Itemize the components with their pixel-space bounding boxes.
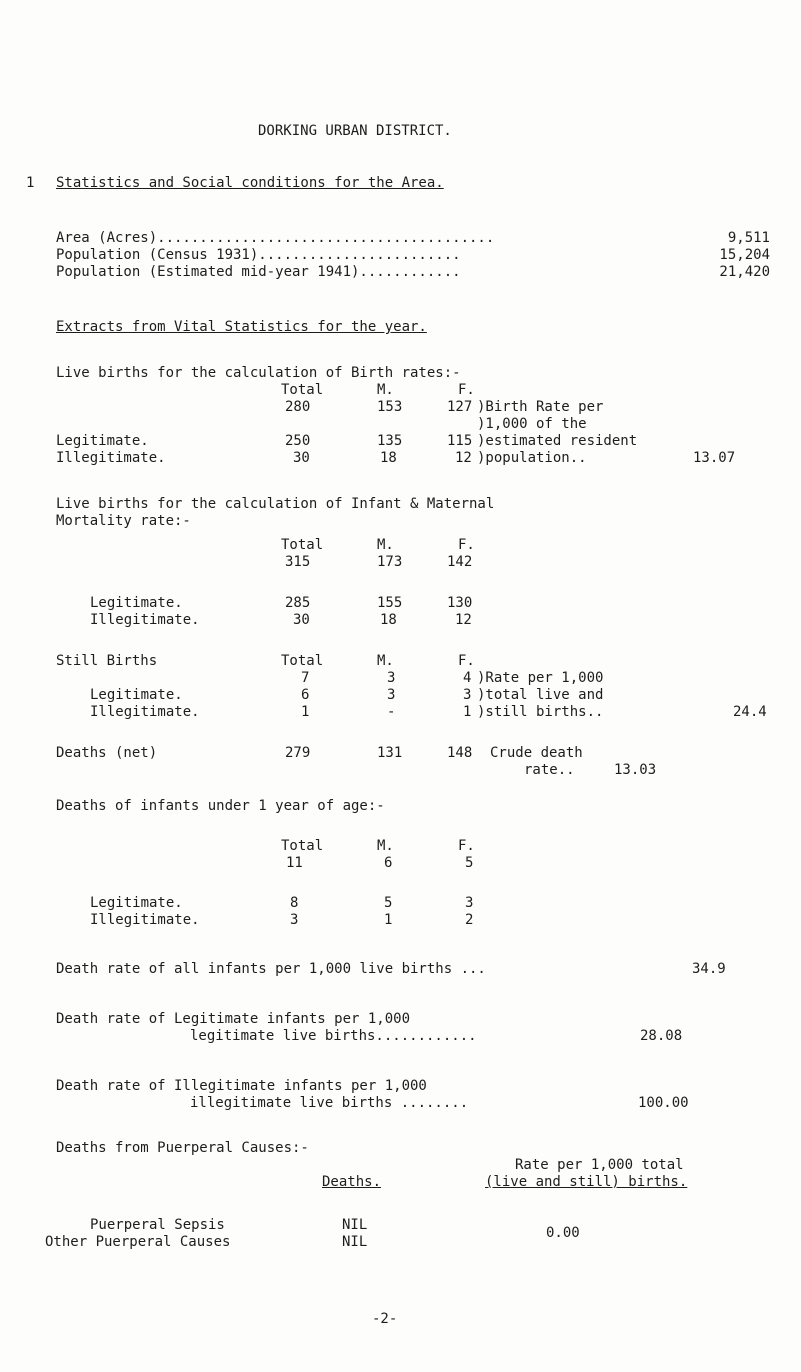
mortality-row-total: 285 bbox=[285, 595, 311, 611]
mortality-total-total: 315 bbox=[285, 554, 311, 570]
population-estimated-label: Population (Estimated mid-year 1941)............ bbox=[56, 264, 461, 280]
birth-row-total: 250 bbox=[285, 433, 311, 449]
birth-row-m: 135 bbox=[377, 433, 403, 449]
birth-row-f: 115 bbox=[447, 433, 473, 449]
illegitimate-rate-label: Death rate of Illegitimate infants per 1,000 bbox=[56, 1078, 427, 1094]
infant-row-total: 3 bbox=[290, 912, 299, 928]
population-estimated-value: 21,420 bbox=[719, 264, 770, 280]
still-note-line: )Rate per 1,000 bbox=[477, 670, 604, 686]
still-note-line: )total live and bbox=[477, 687, 604, 703]
infant-deaths-intro: Deaths of infants under 1 year of age:- bbox=[56, 798, 385, 814]
puerperal-rate-header: (live and still) births. bbox=[485, 1174, 688, 1190]
deaths-label: Deaths (net) bbox=[56, 745, 158, 761]
mortality-header-m: M. bbox=[377, 537, 394, 553]
infant-row-m: 1 bbox=[384, 912, 393, 928]
section-number: 1 bbox=[26, 175, 35, 191]
deaths-f: 148 bbox=[447, 745, 473, 761]
mortality-row-label: Legitimate. bbox=[90, 595, 183, 611]
population-census-value: 15,204 bbox=[719, 247, 770, 263]
birth-note-line: )estimated resident bbox=[477, 433, 638, 449]
mortality-row-f: 12 bbox=[455, 612, 472, 628]
birth-rate-value: 13.07 bbox=[693, 450, 736, 466]
mortality-row-f: 130 bbox=[447, 595, 473, 611]
mortality-row-total: 30 bbox=[293, 612, 310, 628]
still-header-f: F. bbox=[458, 653, 475, 669]
area-value: 9,511 bbox=[727, 230, 770, 246]
infant-row-f: 3 bbox=[465, 895, 474, 911]
birth-rates-intro: Live births for the calculation of Birth rates:- bbox=[56, 365, 461, 381]
page-number: -2- bbox=[372, 1311, 398, 1327]
mortality-intro: Live births for the calculation of Infant & Maternal bbox=[56, 496, 495, 512]
birth-note-line: )1,000 of the bbox=[477, 416, 587, 432]
puerperal-row-value: NIL bbox=[342, 1217, 368, 1233]
deaths-m: 131 bbox=[377, 745, 403, 761]
mortality-row-label: Illegitimate. bbox=[90, 612, 200, 628]
birth-row-f: 12 bbox=[455, 450, 472, 466]
mortality-row-m: 155 bbox=[377, 595, 403, 611]
puerperal-rate-value: 0.00 bbox=[546, 1225, 580, 1241]
puerperal-deaths-header: Deaths. bbox=[322, 1174, 382, 1190]
birth-total-total: 280 bbox=[285, 399, 311, 415]
puerperal-row-value: NIL bbox=[342, 1234, 368, 1250]
crude-death-rate: 13.03 bbox=[614, 762, 657, 778]
still-rate-value: 24.4 bbox=[733, 704, 767, 720]
birth-row-m: 18 bbox=[380, 450, 397, 466]
still-row-total: 6 bbox=[301, 687, 310, 703]
birth-total-f: 127 bbox=[447, 399, 473, 415]
birth-note-line: )Birth Rate per bbox=[477, 399, 604, 415]
district-title: DORKING URBAN DISTRICT. bbox=[258, 123, 452, 139]
birth-total-m: 153 bbox=[377, 399, 403, 415]
still-header-total: Total bbox=[281, 653, 324, 669]
extracts-title: Extracts from Vital Statistics for the year. bbox=[56, 319, 427, 335]
still-total-m: 3 bbox=[387, 670, 396, 686]
mortality-header-total: Total bbox=[281, 537, 324, 553]
birth-row-label: Legitimate. bbox=[56, 433, 149, 449]
still-row-f: 3 bbox=[463, 687, 472, 703]
birth-header-f: F. bbox=[458, 382, 475, 398]
infant-header-m: M. bbox=[377, 838, 394, 854]
infant-row-label: Illegitimate. bbox=[90, 912, 200, 928]
birth-row-label: Illegitimate. bbox=[56, 450, 166, 466]
deaths-total: 279 bbox=[285, 745, 311, 761]
still-row-m: - bbox=[387, 704, 396, 720]
still-total-total: 7 bbox=[301, 670, 310, 686]
infant-total-total: 11 bbox=[286, 855, 303, 871]
birth-note-line: )population.. bbox=[477, 450, 587, 466]
infant-header-f: F. bbox=[458, 838, 475, 854]
puerperal-intro: Deaths from Puerperal Causes:- bbox=[56, 1140, 309, 1156]
birth-header-total: Total bbox=[281, 382, 324, 398]
still-row-f: 1 bbox=[463, 704, 472, 720]
section-title: Statistics and Social conditions for the Area. bbox=[56, 175, 444, 191]
crude-death-note: rate.. bbox=[524, 762, 575, 778]
legitimate-rate-label: legitimate live births............ bbox=[190, 1028, 477, 1044]
infant-row-label: Legitimate. bbox=[90, 895, 183, 911]
puerperal-row-label: Other Puerperal Causes bbox=[45, 1234, 231, 1250]
area-label: Area (Acres)........................................ bbox=[56, 230, 495, 246]
mortality-total-m: 173 bbox=[377, 554, 403, 570]
mortality-intro: Mortality rate:- bbox=[56, 513, 191, 529]
illegitimate-rate-value: 100.00 bbox=[638, 1095, 689, 1111]
mortality-row-m: 18 bbox=[380, 612, 397, 628]
birth-header-m: M. bbox=[377, 382, 394, 398]
still-total-f: 4 bbox=[463, 670, 472, 686]
legitimate-rate-value: 28.08 bbox=[640, 1028, 683, 1044]
all-infants-rate-value: 34.9 bbox=[692, 961, 726, 977]
still-note-line: )still births.. bbox=[477, 704, 604, 720]
infant-header-total: Total bbox=[281, 838, 324, 854]
still-header-m: M. bbox=[377, 653, 394, 669]
mortality-header-f: F. bbox=[458, 537, 475, 553]
still-row-label: Legitimate. bbox=[90, 687, 183, 703]
still-births-label: Still Births bbox=[56, 653, 158, 669]
infant-row-m: 5 bbox=[384, 895, 393, 911]
legitimate-rate-label: Death rate of Legitimate infants per 1,000 bbox=[56, 1011, 411, 1027]
puerperal-rate-header: Rate per 1,000 total bbox=[515, 1157, 684, 1173]
mortality-total-f: 142 bbox=[447, 554, 473, 570]
crude-death-note: Crude death bbox=[490, 745, 583, 761]
puerperal-row-label: Puerperal Sepsis bbox=[90, 1217, 225, 1233]
infant-row-total: 8 bbox=[290, 895, 299, 911]
infant-total-m: 6 bbox=[384, 855, 393, 871]
still-row-m: 3 bbox=[387, 687, 396, 703]
still-row-label: Illegitimate. bbox=[90, 704, 200, 720]
infant-total-f: 5 bbox=[465, 855, 474, 871]
all-infants-rate-label: Death rate of all infants per 1,000 live births ... bbox=[56, 961, 486, 977]
infant-row-f: 2 bbox=[465, 912, 474, 928]
population-census-label: Population (Census 1931)........................ bbox=[56, 247, 461, 263]
birth-row-total: 30 bbox=[293, 450, 310, 466]
still-row-total: 1 bbox=[301, 704, 310, 720]
illegitimate-rate-label: illegitimate live births ........ bbox=[190, 1095, 469, 1111]
